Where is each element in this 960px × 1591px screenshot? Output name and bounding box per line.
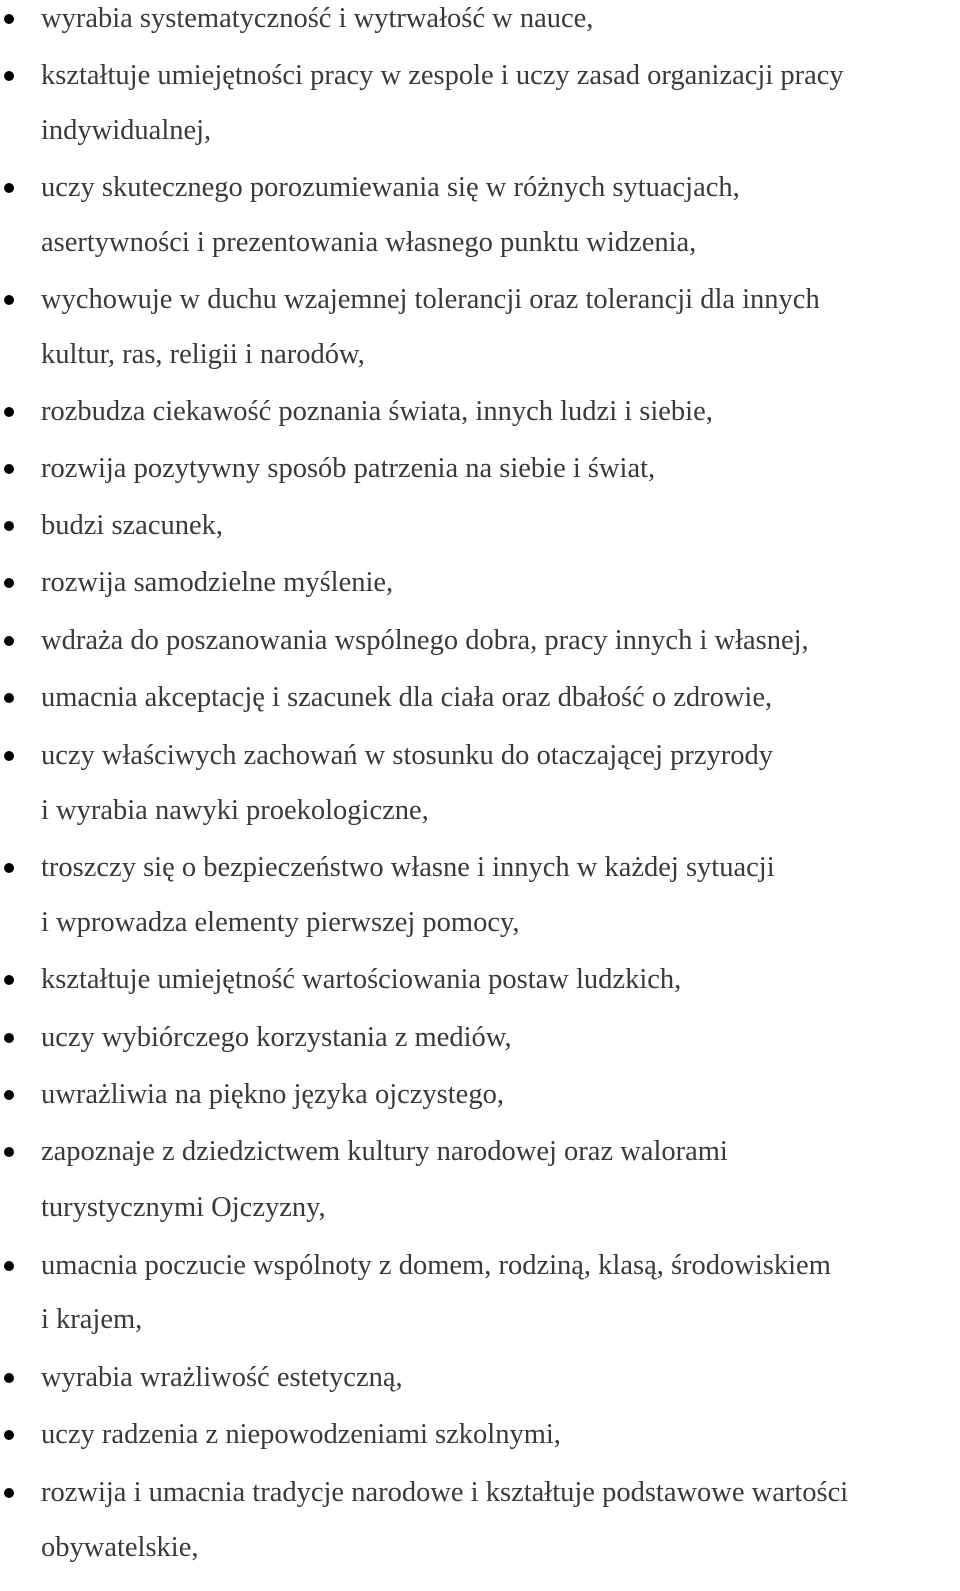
bullet-icon — [4, 1033, 14, 1043]
bullet-icon — [4, 183, 14, 193]
list-item-text: indywidualnej, — [41, 115, 212, 146]
bullet-icon — [4, 975, 14, 985]
list-item-text: uczy skutecznego porozumiewania się w różnych sytuacjach, — [41, 172, 740, 203]
list-item-text: kształtuje umiejętności pracy w zespole i uczy zasad organizacji pracy — [41, 60, 844, 91]
list-item-text: zapoznaje z dziedzictwem kultury narodowej oraz walorami — [41, 1136, 728, 1167]
bullet-icon — [4, 1147, 14, 1157]
bullet-icon — [4, 693, 14, 703]
bullet-icon — [4, 636, 14, 646]
bullet-icon — [4, 464, 14, 474]
list-item-text: obywatelskie, — [41, 1532, 199, 1563]
list-item-text: wychowuje w duchu wzajemnej tolerancji oraz tolerancji dla innych — [41, 284, 820, 315]
list-item-text: kultur, ras, religii i narodów, — [41, 339, 365, 370]
list-item-text: rozbudza ciekawość poznania świata, innych ludzi i siebie, — [41, 396, 713, 427]
list-item-text: uwrażliwia na piękno języka ojczystego, — [41, 1079, 504, 1110]
bullet-icon — [4, 1430, 14, 1440]
bullet-icon — [4, 71, 14, 81]
list-item-text: i wyrabia nawyki proekologiczne, — [41, 795, 429, 826]
list-item-text: rozwija pozytywny sposób patrzenia na siebie i świat, — [41, 453, 656, 484]
bullet-icon — [4, 521, 14, 531]
bullet-icon — [4, 1261, 14, 1271]
list-item-text: turystycznymi Ojczyzny, — [41, 1192, 326, 1223]
list-item-text: wdraża do poszanowania wspólnego dobra, pracy innych i własnej, — [41, 625, 809, 656]
bullet-icon — [4, 863, 14, 873]
bullet-icon — [4, 1373, 14, 1383]
list-item-text: asertywności i prezentowania własnego punktu widzenia, — [41, 227, 697, 258]
list-item-text: rozwija samodzielne myślenie, — [41, 567, 394, 598]
list-item-text: kształtuje umiejętność wartościowania postaw ludzkich, — [41, 964, 682, 995]
bullet-icon — [4, 407, 14, 417]
list-item-text: wyrabia systematyczność i wytrwałość w nauce, — [41, 3, 594, 34]
list-item-text: umacnia poczucie wspólnoty z domem, rodziną, klasą, środowiskiem — [41, 1250, 831, 1281]
list-item-text: budzi szacunek, — [41, 510, 224, 541]
list-item-text: i krajem, — [41, 1304, 143, 1335]
bullet-icon — [4, 14, 14, 24]
list-item-text: uczy właściwych zachowań w stosunku do otaczającej przyrody — [41, 740, 774, 771]
bullet-icon — [4, 295, 14, 305]
list-item-text: umacnia akceptację i szacunek dla ciała oraz dbałość o zdrowie, — [41, 682, 773, 713]
bullet-icon — [4, 1090, 14, 1100]
list-item-text: troszczy się o bezpieczeństwo własne i innych w każdej sytuacji — [41, 852, 775, 883]
bullet-icon — [4, 751, 14, 761]
list-item-text: i wprowadza elementy pierwszej pomocy, — [41, 907, 520, 938]
list-item-text: rozwija i umacnia tradycje narodowe i kształtuje podstawowe wartości — [41, 1477, 849, 1508]
list-item-text: uczy radzenia z niepowodzeniami szkolnymi, — [41, 1419, 561, 1450]
list-item-text: wyrabia wrażliwość estetyczną, — [41, 1362, 403, 1393]
bullet-icon — [4, 1488, 14, 1498]
bullet-icon — [4, 578, 14, 588]
list-item-text: uczy wybiórczego korzystania z mediów, — [41, 1022, 512, 1053]
